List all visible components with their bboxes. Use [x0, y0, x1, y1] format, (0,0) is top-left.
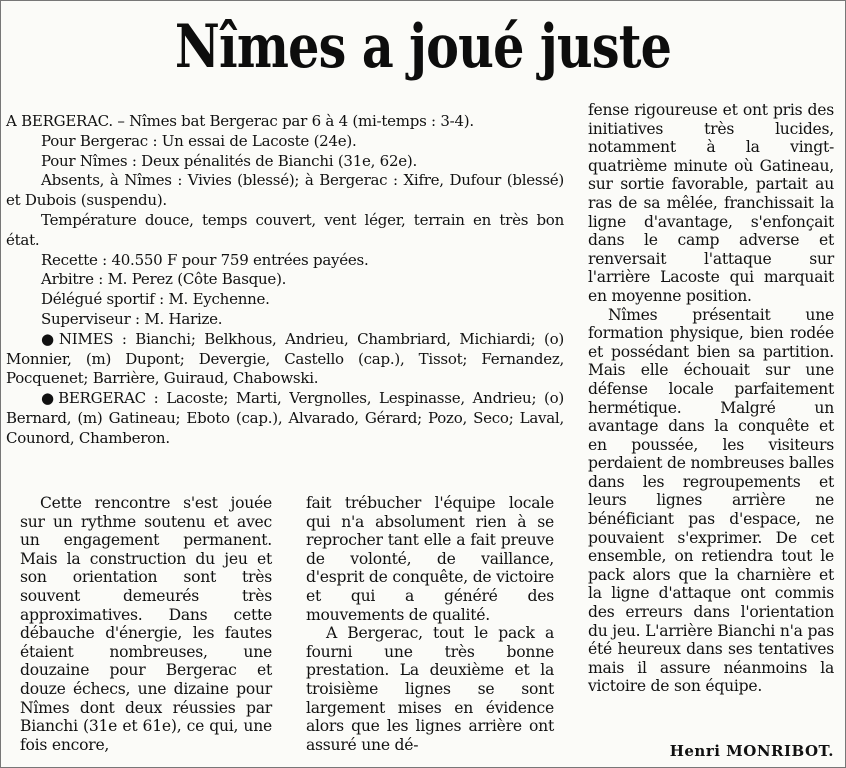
nimes-scoring: Pour Nîmes : Deux pénalités de Bianchi (31e, 62e).: [41, 151, 417, 170]
bergerac-scoring: Pour Bergerac : Un essai de Lacoste (24e).: [41, 131, 357, 150]
author-signature: Henri MONRIBOT.: [669, 742, 834, 760]
nimes-lineup: NIMES : Bianchi; Belkhous, Andrieu, Chambriard, Michiardi; (o) Monnier, (m) Dupont; Devergie, Castello (cap.), Tissot; Fernandez, Pocquenet; Barrière, Guiraud, Chabowski.: [6, 329, 564, 388]
referee: Arbitre : M. Perez (Côte Basque).: [41, 270, 287, 289]
paragraph: A Bergerac, tout le pack a fourni une très bonne prestation. La deuxième et la troisième lignes se sont largement mises en évidence alors que les lignes arrière ont assuré une dé-: [306, 624, 554, 754]
paragraph: Nîmes présentait une formation physique, bien rodée et possédant bien sa partition. Mais elle échouait sur une défense locale parfaitement hermétique. Malgré un avantage dans la conquête et en poussée, les visiteurs perdaient de nombreuses balles dans les regroupements et leurs lignes arrière ne bénéficiant pas d'espace, ne pouvaient s'exprimer. De cet ensemble, on retiendra tout le pack alors que la charnière et la ligne d'attaque ont commis des erreurs dans l'orientation du jeu. L'arrière Bianchi n'a pas été heureux dans ses tentatives mais il assure néanmoins la victoire de son équipe.: [588, 305, 834, 696]
bullet-icon: [41, 389, 58, 407]
absents: Absents, à Nîmes : Vivies (blessé); à Bergerac : Xifre, Dufour (blessé) et Dubois (suspendu).: [6, 171, 564, 210]
bergerac-lineup: BERGERAC : Lacoste; Marti, Vergnolles, Lespinasse, Andrieu; (o) Bernard, (m) Gatineau; Eboto (cap.), Alvarado, Gérard; Pozo, Seco; Laval, Counord, Chamberon.: [6, 389, 564, 447]
article-column-1: [20, 494, 272, 754]
paragraph: fait trébucher l'équipe locale qui n'a absolument rien à se reprocher tant elle a fait preuve de volonté, de vaillance, d'esprit de conquête, de victoire et qui a généré des mouvements de qualité.: [306, 494, 554, 624]
article-column-2: [306, 494, 554, 754]
headline: Nîmes a joué juste: [174, 12, 672, 82]
gate-receipts: Recette : 40.550 F pour 759 entrées payées.: [41, 250, 369, 269]
bullet-icon: [41, 330, 59, 348]
weather: Température douce, temps couvert, vent léger, terrain en très bon état.: [6, 210, 564, 249]
article-column-3: [588, 101, 834, 696]
match-facts: [6, 112, 564, 449]
paragraph: fense rigoureuse et ont pris des initiatives très lucides, notamment à la vingt-quatrième minute où Gatineau, sur sortie favorable, partait au ras de sa mêlée, franchissait la ligne d'avantage, s'enfonçait dans le camp adverse et renversait l'attaque sur l'arrière Lacoste qui marquait en moyenne position.: [588, 101, 834, 305]
result-line: A BERGERAC. – Nîmes bat Bergerac par 6 à 4 (mi-temps : 3-4).: [6, 112, 474, 130]
paragraph: Cette rencontre s'est jouée sur un rythme soutenu et avec un engagement permanent. Mais la construction du jeu et son orientation sont très souvent demeurés très approximatives. Dans cette débauche d'énergie, les fautes étaient nombreuses, une douzaine pour Bergerac et douze échecs, une dizaine pour Nîmes dont deux réussies par Bianchi (31e et 61e), ce qui, une fois encore,: [20, 494, 272, 754]
sports-delegate: Délégué sportif : M. Eychenne.: [41, 290, 270, 309]
supervisor: Superviseur : M. Harize.: [41, 309, 223, 328]
